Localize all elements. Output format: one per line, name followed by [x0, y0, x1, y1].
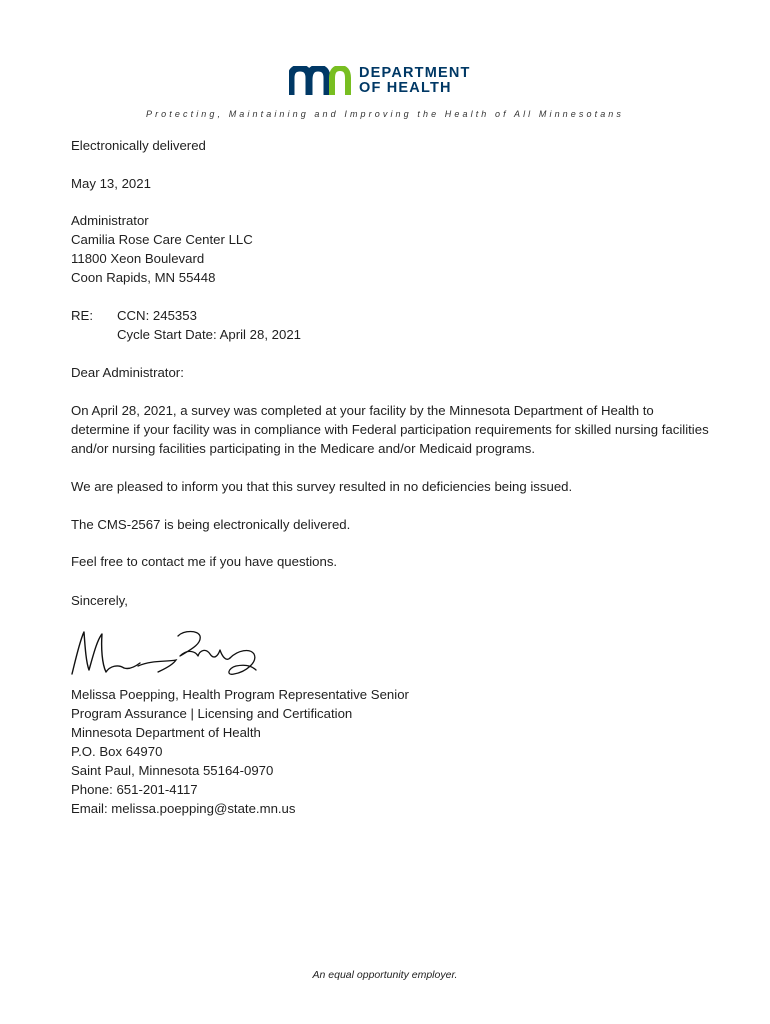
footer-note: An equal opportunity employer. — [312, 969, 458, 981]
signer-po-box: P.O. Box 64970 — [71, 744, 163, 759]
body-paragraph-2: We are pleased to inform you that this survey resulted in no deficiencies being issued. — [71, 479, 573, 494]
recipient-title: Administrator — [71, 213, 149, 228]
signer-department: Minnesota Department of Health — [71, 725, 261, 740]
handwritten-signature — [66, 626, 266, 681]
logo-line-2: OF HEALTH — [359, 80, 452, 96]
mn-logo-icon — [289, 66, 351, 96]
mdh-logo — [289, 66, 471, 96]
signer-division: Program Assurance | Licensing and Certification — [71, 706, 353, 721]
signer-city: Saint Paul, Minnesota 55164-0970 — [71, 763, 274, 778]
re-label: RE: — [71, 308, 93, 323]
signer-phone: Phone: 651-201-4117 — [71, 782, 198, 797]
body-paragraph-4: Feel free to contact me if you have questions. — [71, 554, 338, 569]
signer-name-title: Melissa Poepping, Health Program Representative Senior — [71, 687, 409, 702]
logo-line-1: DEPARTMENT — [359, 65, 471, 81]
logo-text — [359, 66, 471, 96]
closing: Sincerely, — [71, 593, 128, 608]
re-cycle-date: Cycle Start Date: April 28, 2021 — [117, 327, 301, 342]
recipient-street: 11800 Xeon Boulevard — [71, 251, 205, 266]
body-paragraph-3: The CMS-2567 is being electronically delivered. — [71, 517, 351, 532]
recipient-facility: Camilia Rose Care Center LLC — [71, 232, 253, 247]
letter-date: May 13, 2021 — [71, 176, 151, 191]
salutation: Dear Administrator: — [71, 365, 184, 380]
delivery-method: Electronically delivered — [71, 138, 206, 153]
signer-email: Email: melissa.poepping@state.mn.us — [71, 801, 296, 816]
recipient-city: Coon Rapids, MN 55448 — [71, 270, 216, 285]
re-ccn: CCN: 245353 — [117, 308, 197, 323]
tagline: Protecting, Maintaining and Improving the Health of All Minnesotans — [145, 109, 625, 119]
body-paragraph-1: On April 28, 2021, a survey was completed at your facility by the Minnesota Department of Health to determine if your facility was in compliance with Federal participation requirements for skilled nursing facilities and/or nursing facilities participating in the Medicare and/or Medicaid programs. — [71, 403, 709, 456]
